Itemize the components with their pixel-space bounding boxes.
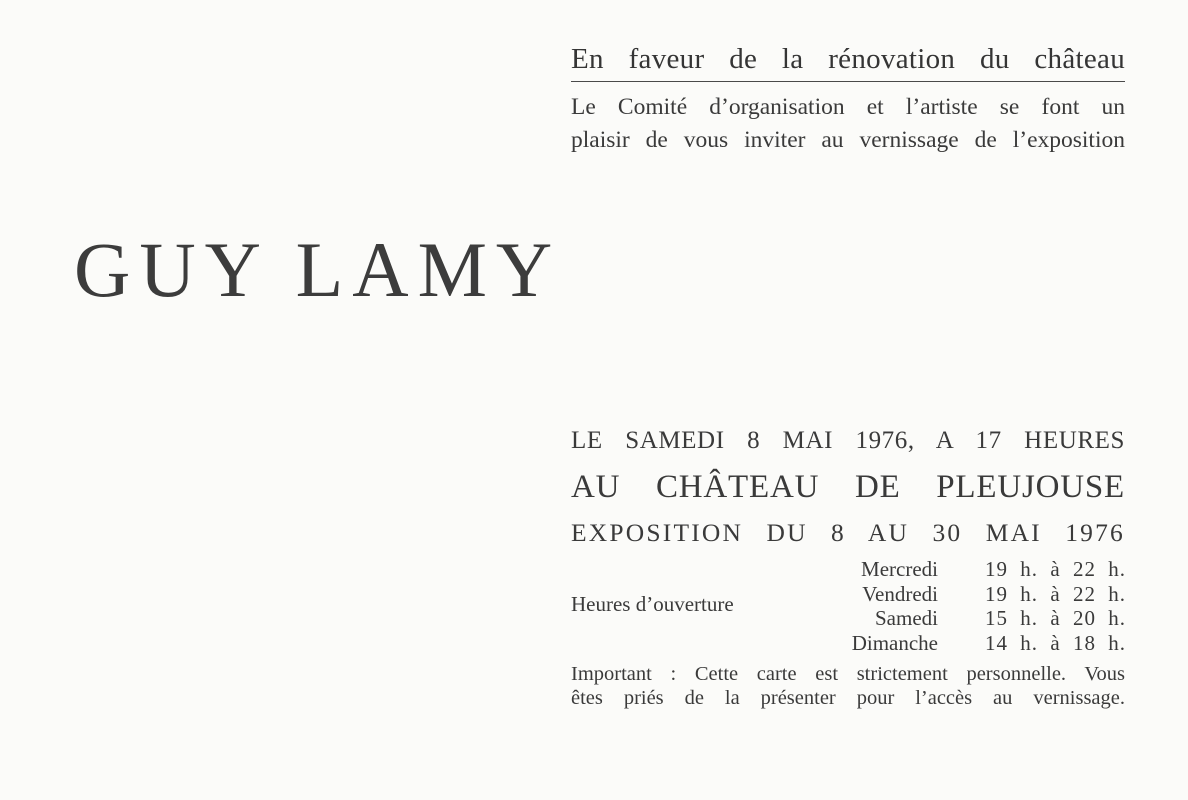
hours-day: Samedi (875, 606, 938, 630)
event-place: AU CHÂTEAU DE PLEUJOUSE (571, 469, 1125, 505)
intro-line: plaisir de vous inviter au vernissage de l’exposition (571, 127, 1125, 153)
invitation-intro (571, 91, 1125, 157)
hours-time: 14 h. à 18 h. (985, 630, 1126, 655)
hours-time: 19 h. à 22 h. (985, 557, 1126, 581)
hours-day: Vendredi (862, 581, 938, 606)
event-date: LE SAMEDI 8 MAI 1976, A 17 HEURES (571, 427, 1125, 454)
opening-hours-days (820, 557, 938, 655)
notice-line: Important : Cette carte est strictement personnelle. Vous (571, 663, 1125, 685)
important-notice (571, 662, 1125, 710)
notice-line: êtes priés de la présenter pour l’accès au vernissage. (571, 687, 1125, 709)
hours-time: 19 h. à 22 h. (985, 581, 1126, 606)
intro-line: Le Comité d’organisation et l’artiste se font un (571, 94, 1125, 120)
hours-day: Dimanche (851, 630, 938, 655)
opening-hours-label: Heures d’ouverture (571, 592, 734, 616)
opening-hours-times (985, 557, 1126, 655)
artist-name: GUY LAMY (74, 226, 562, 313)
hours-time: 15 h. à 20 h. (985, 606, 1126, 630)
hours-day: Mercredi (861, 557, 938, 581)
heading-divider (571, 81, 1125, 82)
invitation-heading: En faveur de la rénovation du château (571, 43, 1125, 75)
exhibition-dates: EXPOSITION DU 8 AU 30 MAI 1976 (571, 518, 1125, 547)
